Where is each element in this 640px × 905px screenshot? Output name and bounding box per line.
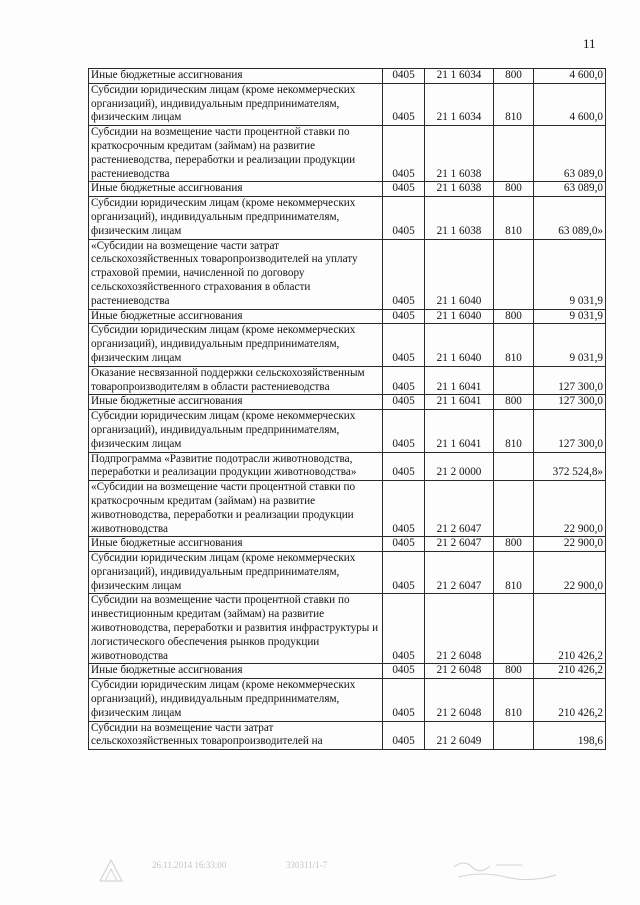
expense-type-code: 810	[494, 410, 534, 452]
article-code: 21 1 6040	[425, 324, 494, 366]
expense-type-code	[494, 481, 534, 537]
table-row	[89, 537, 606, 552]
amount: 63 089,0	[534, 182, 606, 197]
page-number: 11	[583, 36, 596, 51]
table-row	[89, 664, 606, 679]
row-name: Иные бюджетные ассигнования	[89, 69, 383, 84]
article-code: 21 1 6038	[425, 182, 494, 197]
article-code: 21 2 6048	[425, 594, 494, 664]
article-code: 21 2 6049	[425, 721, 494, 750]
row-name: Иные бюджетные ассигнования	[89, 537, 383, 552]
expense-type-code	[494, 239, 534, 309]
table-row	[89, 594, 606, 664]
expense-type-code	[494, 594, 534, 664]
amount: 210 426,2	[534, 679, 606, 721]
expense-type-code: 800	[494, 537, 534, 552]
table-row	[89, 182, 606, 197]
budget-allocation-table	[88, 68, 606, 750]
row-name: Иные бюджетные ассигнования	[89, 395, 383, 410]
row-name: Субсидии юридическим лицам (кроме некоммерческих организаций), индивидуальным предпринимателям, физическим лицам	[89, 324, 383, 366]
expense-type-code: 810	[494, 679, 534, 721]
article-code: 21 1 6041	[425, 395, 494, 410]
section-code: 0405	[383, 452, 425, 481]
article-code: 21 2 6047	[425, 481, 494, 537]
section-code: 0405	[383, 197, 425, 239]
row-name: Подпрограмма «Развитие подотрасли животноводства, переработки и реализации продукции животноводства»	[89, 452, 383, 481]
section-code: 0405	[383, 324, 425, 366]
amount: 63 089,0»	[534, 197, 606, 239]
expense-type-code: 800	[494, 664, 534, 679]
amount: 198,6	[534, 721, 606, 750]
table-row	[89, 126, 606, 182]
expense-type-code: 800	[494, 182, 534, 197]
row-name: Субсидии на возмещение части затрат сельскохозяйственных товаропроизводителей на	[89, 721, 383, 750]
row-name: Субсидии юридическим лицам (кроме некоммерческих организаций), индивидуальным предпринимателям, физическим лицам	[89, 679, 383, 721]
row-name: «Субсидии на возмещение части затрат сельскохозяйственных товаропроизводителей на уплату страховой премии, начисленной по договору сельскохозяйственного страхования в области растениеводства	[89, 239, 383, 309]
article-code: 21 2 6048	[425, 664, 494, 679]
section-code: 0405	[383, 410, 425, 452]
article-code: 21 1 6040	[425, 239, 494, 309]
row-name: Субсидии юридическим лицам (кроме некоммерческих организаций), индивидуальным предпринимателям, физическим лицам	[89, 410, 383, 452]
section-code: 0405	[383, 664, 425, 679]
section-code: 0405	[383, 126, 425, 182]
amount: 22 900,0	[534, 481, 606, 537]
article-code: 21 1 6041	[425, 410, 494, 452]
row-name: Субсидии юридическим лицам (кроме некоммерческих организаций), индивидуальным предпринимателям, физическим лицам	[89, 552, 383, 594]
article-code: 21 1 6041	[425, 366, 494, 395]
section-code: 0405	[383, 83, 425, 125]
row-name: «Субсидии на возмещение части процентной ставки по краткосрочным кредитам (займам) на развитие животноводства, переработки и реализации продукции животноводства	[89, 481, 383, 537]
table-row	[89, 239, 606, 309]
row-name: Субсидии на возмещение части процентной ставки по инвестиционным кредитам (займам) на развитие животноводства, переработки и развития инфраструктуры и логистического обеспечения рынков продукции животноводства	[89, 594, 383, 664]
expense-type-code: 800	[494, 69, 534, 84]
section-code: 0405	[383, 182, 425, 197]
section-code: 0405	[383, 721, 425, 750]
expense-type-code	[494, 721, 534, 750]
table-row	[89, 679, 606, 721]
table-row	[89, 197, 606, 239]
page-footer	[0, 857, 640, 887]
table-body	[89, 69, 606, 750]
table-row	[89, 395, 606, 410]
section-code: 0405	[383, 594, 425, 664]
row-name: Субсидии юридическим лицам (кроме некоммерческих организаций), индивидуальным предпринимателям, физическим лицам	[89, 83, 383, 125]
amount: 22 900,0	[534, 552, 606, 594]
section-code: 0405	[383, 239, 425, 309]
expense-type-code	[494, 452, 534, 481]
amount: 9 031,9	[534, 309, 606, 324]
amount: 210 426,2	[534, 594, 606, 664]
table-row	[89, 69, 606, 84]
table-row	[89, 324, 606, 366]
signature-stamp-icon	[452, 857, 562, 883]
amount: 4 600,0	[534, 69, 606, 84]
row-name: Иные бюджетные ассигнования	[89, 182, 383, 197]
article-code: 21 2 6047	[425, 552, 494, 594]
table-row	[89, 83, 606, 125]
table-row	[89, 309, 606, 324]
table-row	[89, 481, 606, 537]
article-code: 21 1 6034	[425, 69, 494, 84]
row-name: Субсидии на возмещение части процентной ставки по краткосрочным кредитам (займам) на развитие растениеводства, переработки и реализации продукции растениеводства	[89, 126, 383, 182]
article-code: 21 2 0000	[425, 452, 494, 481]
article-code: 21 2 6048	[425, 679, 494, 721]
article-code: 21 1 6038	[425, 197, 494, 239]
stamp-document-id: 330311/1-7	[286, 860, 328, 870]
amount: 63 089,0	[534, 126, 606, 182]
table-row	[89, 410, 606, 452]
article-code: 21 1 6034	[425, 83, 494, 125]
amount: 9 031,9	[534, 239, 606, 309]
expense-type-code: 800	[494, 395, 534, 410]
stamp-date: 26.11.2014 16:33:00	[152, 860, 227, 870]
expense-type-code	[494, 126, 534, 182]
expense-type-code: 810	[494, 83, 534, 125]
expense-type-code: 810	[494, 552, 534, 594]
table-row	[89, 552, 606, 594]
table-row	[89, 721, 606, 750]
section-code: 0405	[383, 395, 425, 410]
article-code: 21 1 6038	[425, 126, 494, 182]
row-name: Иные бюджетные ассигнования	[89, 664, 383, 679]
section-code: 0405	[383, 552, 425, 594]
table-row	[89, 452, 606, 481]
amount: 22 900,0	[534, 537, 606, 552]
section-code: 0405	[383, 537, 425, 552]
section-code: 0405	[383, 309, 425, 324]
section-code: 0405	[383, 679, 425, 721]
row-name: Иные бюджетные ассигнования	[89, 309, 383, 324]
table-row	[89, 366, 606, 395]
amount: 127 300,0	[534, 395, 606, 410]
amount: 127 300,0	[534, 366, 606, 395]
row-name: Субсидии юридическим лицам (кроме некоммерческих организаций), индивидуальным предпринимателям, физическим лицам	[89, 197, 383, 239]
section-code: 0405	[383, 69, 425, 84]
amount: 372 524,8»	[534, 452, 606, 481]
expense-type-code	[494, 366, 534, 395]
row-name: Оказание несвязанной поддержки сельскохозяйственным товаропроизводителям в области растениеводства	[89, 366, 383, 395]
article-code: 21 1 6040	[425, 309, 494, 324]
expense-type-code: 800	[494, 309, 534, 324]
amount: 210 426,2	[534, 664, 606, 679]
amount: 4 600,0	[534, 83, 606, 125]
stamp-mark-icon	[96, 857, 126, 885]
amount: 9 031,9	[534, 324, 606, 366]
expense-type-code: 810	[494, 197, 534, 239]
article-code: 21 2 6047	[425, 537, 494, 552]
amount: 127 300,0	[534, 410, 606, 452]
section-code: 0405	[383, 366, 425, 395]
expense-type-code: 810	[494, 324, 534, 366]
section-code: 0405	[383, 481, 425, 537]
